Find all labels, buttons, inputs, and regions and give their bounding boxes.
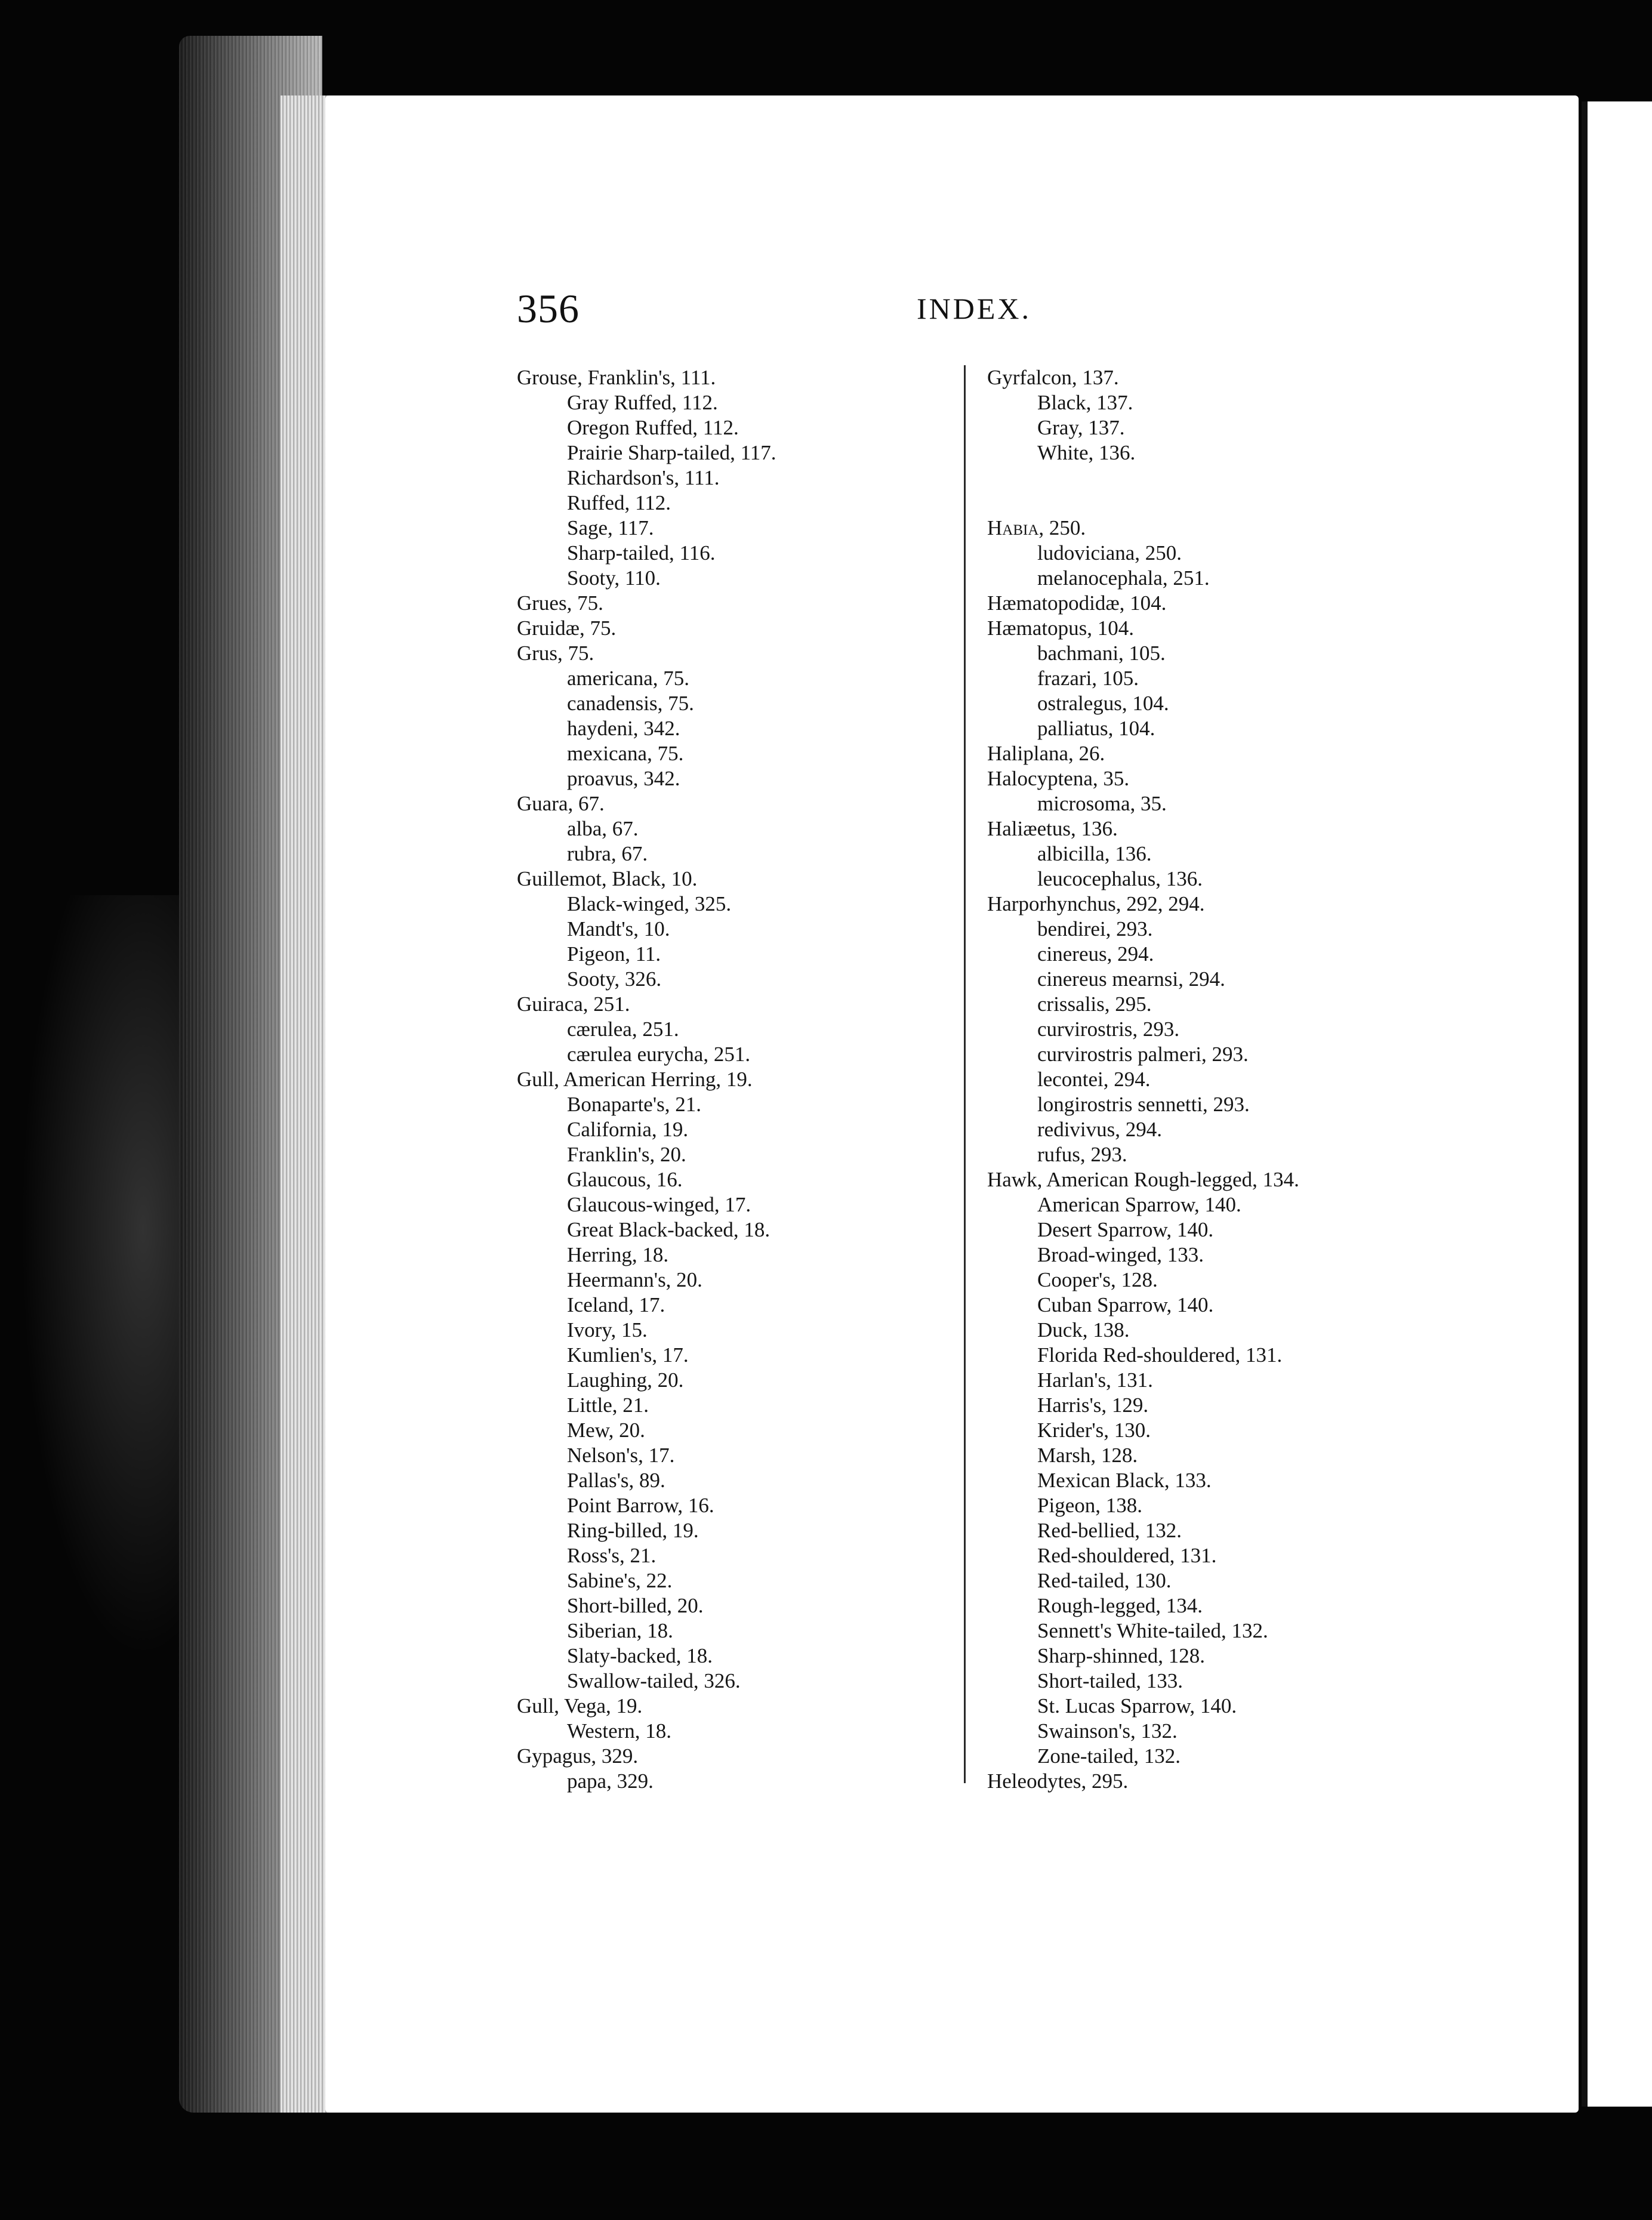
index-subentry: alba, 67.	[567, 817, 639, 840]
index-subentry: bendirei, 293.	[1037, 917, 1153, 941]
index-subentry: Duck, 138.	[1037, 1318, 1130, 1342]
index-spacer	[987, 491, 1299, 516]
index-subentry: Prairie Sharp-tailed, 117.	[567, 441, 776, 464]
index-subentry: longirostris sennetti, 293.	[1037, 1093, 1250, 1116]
index-subentry: Glaucous-winged, 17.	[567, 1193, 751, 1216]
index-subentry: Mandt's, 10.	[567, 917, 670, 941]
index-subentry: Siberian, 18.	[567, 1619, 673, 1642]
index-subentry: Mew, 20.	[567, 1419, 645, 1442]
index-subentry: ostralegus, 104.	[1037, 692, 1169, 715]
index-subentry: Ivory, 15.	[567, 1318, 648, 1342]
index-subentry: Sabine's, 22.	[567, 1569, 673, 1592]
index-subentry: Swainson's, 132.	[1037, 1719, 1178, 1743]
index-subentry: Oregon Ruffed, 112.	[567, 416, 739, 439]
index-subentry: Harris's, 129.	[1037, 1393, 1149, 1417]
index-subentry: redivivus, 294.	[1037, 1118, 1163, 1141]
index-subentry: Laughing, 20.	[567, 1368, 684, 1392]
index-column-left	[517, 365, 776, 1794]
index-entry: Hæmatopus, 104.	[987, 616, 1134, 640]
page-number: 356	[517, 286, 580, 331]
index-subentry: Sage, 117.	[567, 516, 654, 539]
index-subentry: Nelson's, 17.	[567, 1444, 675, 1467]
index-entry: Haliæetus, 136.	[987, 817, 1118, 840]
index-subentry: Desert Sparrow, 140.	[1037, 1218, 1214, 1241]
index-subentry: lecontei, 294.	[1037, 1068, 1151, 1091]
index-subentry: Slaty-backed, 18.	[567, 1644, 713, 1667]
index-subentry: Point Barrow, 16.	[567, 1494, 714, 1517]
index-entry: Guara, 67.	[517, 792, 605, 815]
index-subentry: albicilla, 136.	[1037, 842, 1152, 865]
index-subentry: palliatus, 104.	[1037, 717, 1155, 740]
index-entry: Gull, Vega, 19.	[517, 1694, 643, 1718]
index-subentry: Red-shouldered, 131.	[1037, 1544, 1217, 1567]
index-entry: Haliplana, 26.	[987, 742, 1105, 765]
index-subentry: Cooper's, 128.	[1037, 1268, 1158, 1291]
index-subentry: Black, 137.	[1037, 391, 1133, 414]
index-entry: Heleodytes, 295.	[987, 1769, 1129, 1793]
index-subentry: Pigeon, 11.	[567, 942, 661, 966]
index-subentry: rufus, 293.	[1037, 1143, 1127, 1166]
index-entry: Halocyptena, 35.	[987, 767, 1130, 790]
index-subentry: Gray, 137.	[1037, 416, 1125, 439]
index-subentry: Ruffed, 112.	[567, 491, 671, 514]
index-entry: Grues, 75.	[517, 591, 603, 615]
index-entry: Gull, American Herring, 19.	[517, 1068, 753, 1091]
index-subentry: Sennett's White-tailed, 132.	[1037, 1619, 1268, 1642]
index-subentry: melanocephala, 251.	[1037, 566, 1210, 590]
index-subentry: Glaucous, 16.	[567, 1168, 683, 1191]
index-subentry: Kumlien's, 17.	[567, 1343, 689, 1367]
index-subentry: Short-tailed, 133.	[1037, 1669, 1183, 1692]
index-subentry: American Sparrow, 140.	[1037, 1193, 1241, 1216]
index-subentry: cærulea, 251.	[567, 1018, 679, 1041]
index-subentry: Swallow-tailed, 326.	[567, 1669, 741, 1692]
index-subentry: leucocephalus, 136.	[1037, 867, 1203, 890]
index-subentry: Krider's, 130.	[1037, 1419, 1151, 1442]
index-subentry: Ross's, 21.	[567, 1544, 657, 1567]
index-subentry: Red-tailed, 130.	[1037, 1569, 1172, 1592]
index-spacer	[987, 465, 1299, 491]
index-subentry: Richardson's, 111.	[567, 466, 720, 489]
page-edges	[281, 95, 328, 2113]
index-entry: Guillemot, Black, 10.	[517, 867, 698, 890]
index-subentry: St. Lucas Sparrow, 140.	[1037, 1694, 1237, 1718]
index-subentry: Black-winged, 325.	[567, 892, 732, 915]
index-subentry: cærulea eurycha, 251.	[567, 1043, 751, 1066]
index-subentry: Short-billed, 20.	[567, 1594, 704, 1617]
index-subentry: Pallas's, 89.	[567, 1469, 665, 1492]
index-subentry: canadensis, 75.	[567, 692, 694, 715]
facing-page-edge	[1582, 101, 1652, 2107]
index-subentry: Sharp-tailed, 116.	[567, 541, 716, 565]
index-subentry: microsoma, 35.	[1037, 792, 1167, 815]
index-subentry: Rough-legged, 134.	[1037, 1594, 1203, 1617]
index-column-right	[987, 365, 1299, 1794]
index-entry: Gyrfalcon, 137.	[987, 366, 1119, 389]
index-subentry: Gray Ruffed, 112.	[567, 391, 718, 414]
running-header-title: INDEX.	[917, 292, 1032, 325]
index-subentry: frazari, 105.	[1037, 667, 1139, 690]
index-subentry: White, 136.	[1037, 441, 1136, 464]
index-subentry: rubra, 67.	[567, 842, 648, 865]
index-subentry: haydeni, 342.	[567, 717, 680, 740]
index-subentry: Bonaparte's, 21.	[567, 1093, 702, 1116]
index-entry: Grus, 75.	[517, 642, 594, 665]
index-subentry: Franklin's, 20.	[567, 1143, 686, 1166]
index-subentry: bachmani, 105.	[1037, 642, 1166, 665]
index-subentry: cinereus mearnsi, 294.	[1037, 967, 1225, 991]
index-subentry: curvirostris, 293.	[1037, 1018, 1180, 1041]
index-subentry: Mexican Black, 133.	[1037, 1469, 1212, 1492]
index-subentry: Great Black-backed, 18.	[567, 1218, 770, 1241]
index-subentry: Heermann's, 20.	[567, 1268, 702, 1291]
index-subentry: Sharp-shinned, 128.	[1037, 1644, 1205, 1667]
index-subentry: curvirostris palmeri, 293.	[1037, 1043, 1249, 1066]
index-entry: Hawk, American Rough-legged, 134.	[987, 1168, 1299, 1191]
index-subentry: Western, 18.	[567, 1719, 672, 1743]
index-entry: Gruidæ, 75.	[517, 616, 617, 640]
index-subentry: ludoviciana, 250.	[1037, 541, 1182, 565]
index-entry: Habia, 250.	[987, 516, 1086, 539]
index-subentry: papa, 329.	[567, 1769, 654, 1793]
index-subentry: americana, 75.	[567, 667, 690, 690]
index-entry: Hæmatopodidæ, 104.	[987, 591, 1167, 615]
index-subentry: Harlan's, 131.	[1037, 1368, 1153, 1392]
column-divider-rule	[964, 365, 966, 1783]
index-subentry: Little, 21.	[567, 1393, 649, 1417]
index-subentry: Ring-billed, 19.	[567, 1519, 699, 1542]
index-subentry: Red-bellied, 132.	[1037, 1519, 1182, 1542]
index-subentry: Zone-tailed, 132.	[1037, 1744, 1181, 1768]
index-subentry: Iceland, 17.	[567, 1293, 665, 1316]
index-subentry: Marsh, 128.	[1037, 1444, 1138, 1467]
index-subentry: Broad-winged, 133.	[1037, 1243, 1204, 1266]
index-subentry: Pigeon, 138.	[1037, 1494, 1142, 1517]
index-subentry: crissalis, 295.	[1037, 992, 1152, 1016]
index-entry: Grouse, Franklin's, 111.	[517, 366, 716, 389]
index-subentry: Herring, 18.	[567, 1243, 669, 1266]
index-entry: Gypagus, 329.	[517, 1744, 639, 1768]
index-subentry: proavus, 342.	[567, 767, 680, 790]
index-subentry: cinereus, 294.	[1037, 942, 1154, 966]
index-entry: Guiraca, 251.	[517, 992, 630, 1016]
index-subentry: mexicana, 75.	[567, 742, 684, 765]
index-page	[325, 95, 1579, 2113]
index-subentry: California, 19.	[567, 1118, 689, 1141]
index-subentry: Florida Red-shouldered, 131.	[1037, 1343, 1283, 1367]
index-subentry: Sooty, 110.	[567, 566, 661, 590]
index-subentry: Cuban Sparrow, 140.	[1037, 1293, 1214, 1316]
index-entry: Harporhynchus, 292, 294.	[987, 892, 1205, 915]
index-subentry: Sooty, 326.	[567, 967, 662, 991]
